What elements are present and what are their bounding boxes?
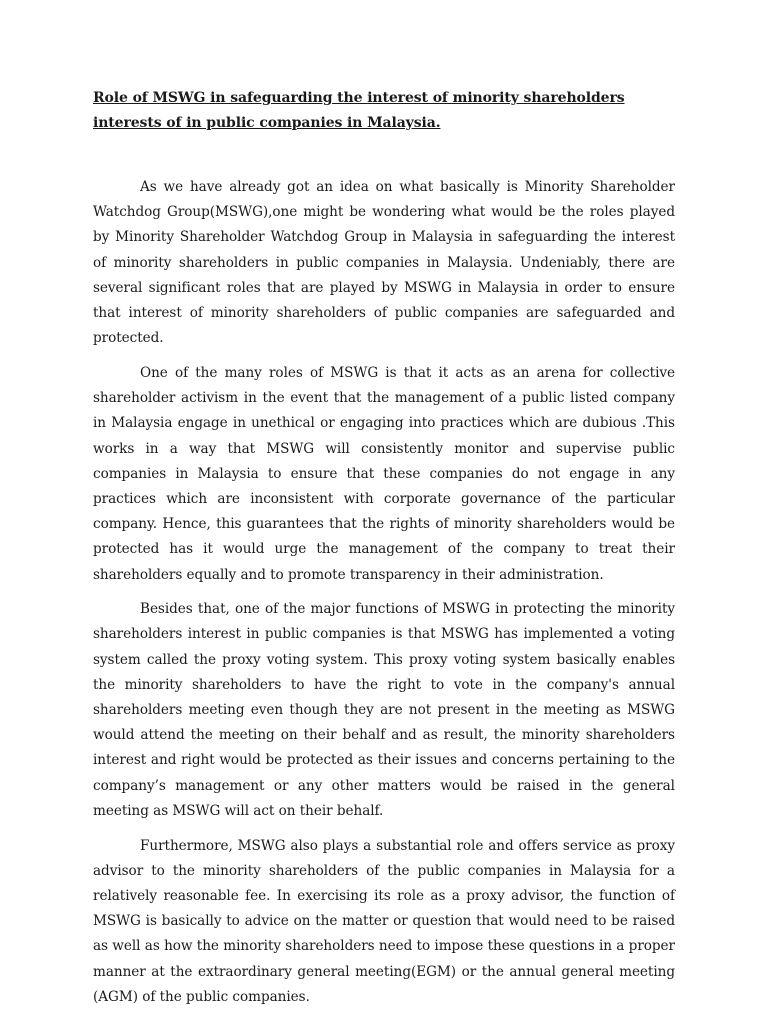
paragraph-shareholder-activism: One of the many roles of MSWG is that it acts as an arena for collective shareholder activism in the event that the management of a public listed company in Malaysia engage in unethical or engaging into practices which are dubious .This works in a way that MSWG will consistently monitor and supervise public companies in Malaysia to ensure that these companies do not engage in any practices which are inconsistent with corporate governance of the particular company. Hence, this guarantees that the rights of minority shareholders would be protected has it would urge the management of the company to treat their shareholders equally and to promote transparency in their administration. xyxy=(93,364,675,583)
paragraph-proxy-voting: Besides that, one of the major functions of MSWG in protecting the minority shareholders interest in public companies is that MSWG has implemented a voting system called the proxy voting system. This proxy voting system basically enables the minority shareholders to have the right to vote in the company's annual shareholders meeting even though they are not present in the meeting as MSWG would attend the meeting on their behalf and as result, the minority shareholders interest and right would be protected as their issues and concerns pertaining to the company’s management or any other matters would be raised in the general meeting as MSWG will act on their behalf. xyxy=(93,601,675,819)
paragraph-proxy-advisor: Furthermore, MSWG also plays a substantial role and offers service as proxy advisor to the minority shareholders of the public companies in Malaysia for a relatively reasonable fee. In exercising its role as a proxy advisor, the function of MSWG is basically to advice on the matter or question that would need to be raised as well as how the minority shareholders need to impose these questions in a proper manner at the extraordinary general meeting(EGM) or the annual general meeting (AGM) of the public companies. xyxy=(93,837,675,1005)
document-page xyxy=(93,86,675,1020)
document-title: Role of MSWG in safeguarding the interest of minority shareholders interests of in public companies in Malaysia. xyxy=(93,90,625,131)
paragraph-intro: As we have already got an idea on what basically is Minority Shareholder Watchdog Group(MSWG),one might be wondering what would be the roles played by Minority Shareholder Watchdog Group in Malaysia in safeguarding the interest of minority shareholders in public companies in Malaysia. Undeniably, there are several significant roles that are played by MSWG in Malaysia in order to ensure that interest of minority shareholders of public companies are safeguarded and protected. xyxy=(93,179,675,347)
